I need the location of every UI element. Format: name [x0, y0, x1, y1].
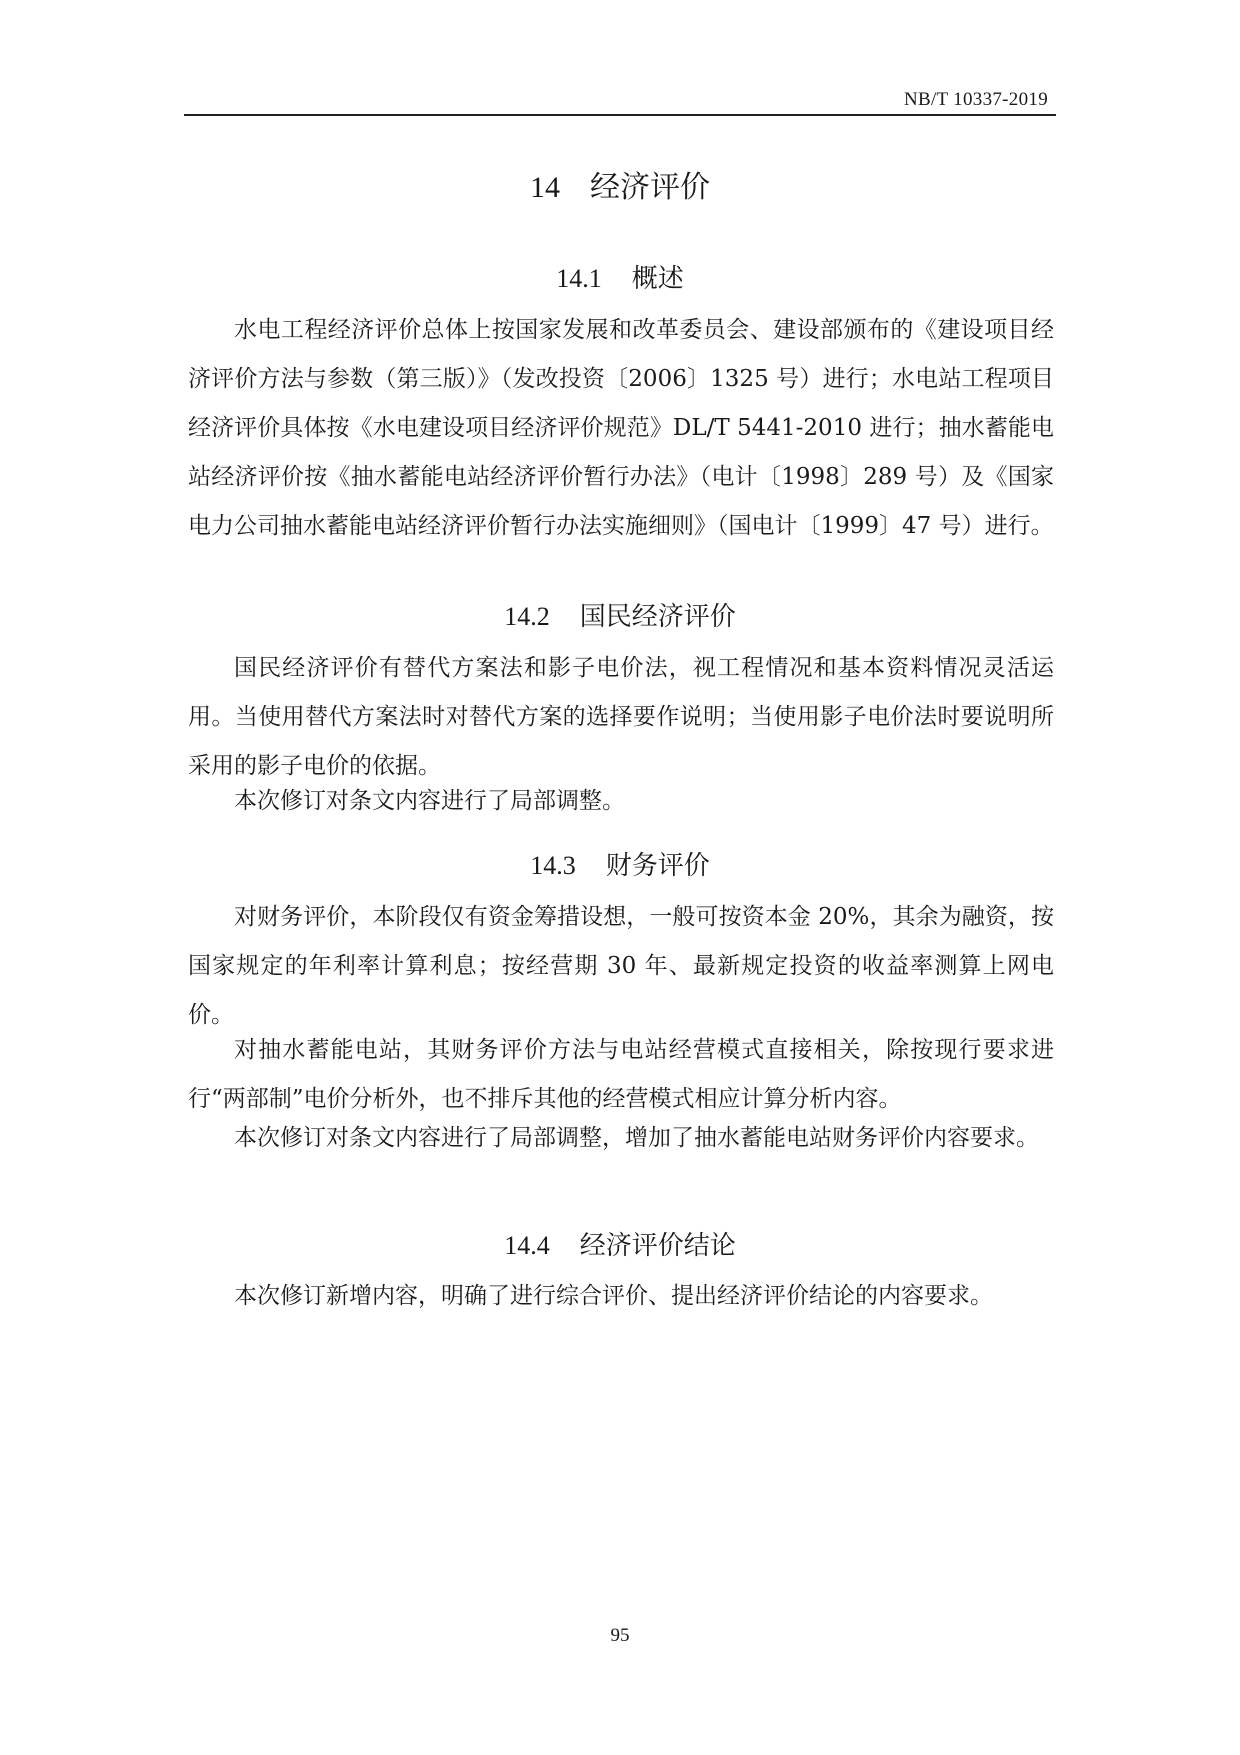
standard-code: NB/T 10337-2019 — [903, 89, 1048, 110]
section-title-text: 国民经济评价 — [579, 602, 736, 632]
section-title-text: 经济评价结论 — [579, 1231, 736, 1261]
section-number: 14.2 — [504, 602, 550, 631]
chapter-title-text: 经济评价 — [590, 170, 710, 205]
section-number: 14.1 — [556, 264, 602, 293]
section-14-2-paragraph-2: 本次修订对条文内容进行了局部调整。 — [234, 788, 625, 814]
section-14-2-paragraph-1: 国民经济评价有替代方案法和影子电价法，视工程情况和基本资料情况灵活运用。当使用替代方案法时对替代方案的选择要作说明；当使用影子电价法时要说明所采用的影子电价的依据。 — [188, 655, 1054, 779]
chapter-title — [0, 162, 1240, 206]
section-14-3-paragraph-1: 对财务评价，本阶段仅有资金筹措设想，一般可按资本金 20%，其余为融资，按国家规定的年利率计算利息；按经营期 30 年、最新规定投资的收益率测算上网电价。 — [188, 904, 1054, 1028]
section-14-3-paragraph-2: 对抽水蓄能电站，其财务评价方法与电站经营模式直接相关，除按现行要求进行“两部制”电价分析外，也不排斥其他的经营模式相应计算分析内容。 — [188, 1037, 1054, 1112]
section-14-1-paragraph-1: 水电工程经济评价总体上按国家发展和改革委员会、建设部颁布的《建设项目经济评价方法与参数（第三版）》（发改投资〔2006〕1325 号）进行；水电站工程项目经济评价具体按《水电建设项目经济评价规范》DL/T 5441-2010 进行；抽水蓄能电站经济评价按《抽水蓄能电站经济评价暂行办法》（电计〔1998〕289 号）及《国家电力公司抽水蓄能电站经济评价暂行办法实施细则》（国电计〔1999〕47 号）进行。 — [188, 317, 1054, 539]
section-number: 14.3 — [530, 851, 576, 880]
section-14-3-paragraph-3: 本次修订对条文内容进行了局部调整，增加了抽水蓄能电站财务评价内容要求。 — [234, 1125, 1039, 1151]
section-number: 14.4 — [504, 1231, 550, 1260]
header-rule — [184, 114, 1056, 116]
section-title-14-4 — [0, 1225, 1240, 1262]
page-number: 95 — [610, 1625, 630, 1646]
section-title-text: 财务评价 — [605, 851, 710, 881]
section-title-14-2 — [0, 596, 1240, 633]
section-title-14-1 — [0, 258, 1240, 295]
section-14-4-paragraph-1: 本次修订新增内容，明确了进行综合评价、提出经济评价结论的内容要求。 — [234, 1283, 993, 1309]
section-title-text: 概述 — [631, 264, 684, 294]
section-title-14-3 — [0, 845, 1240, 882]
chapter-number: 14 — [530, 171, 560, 204]
